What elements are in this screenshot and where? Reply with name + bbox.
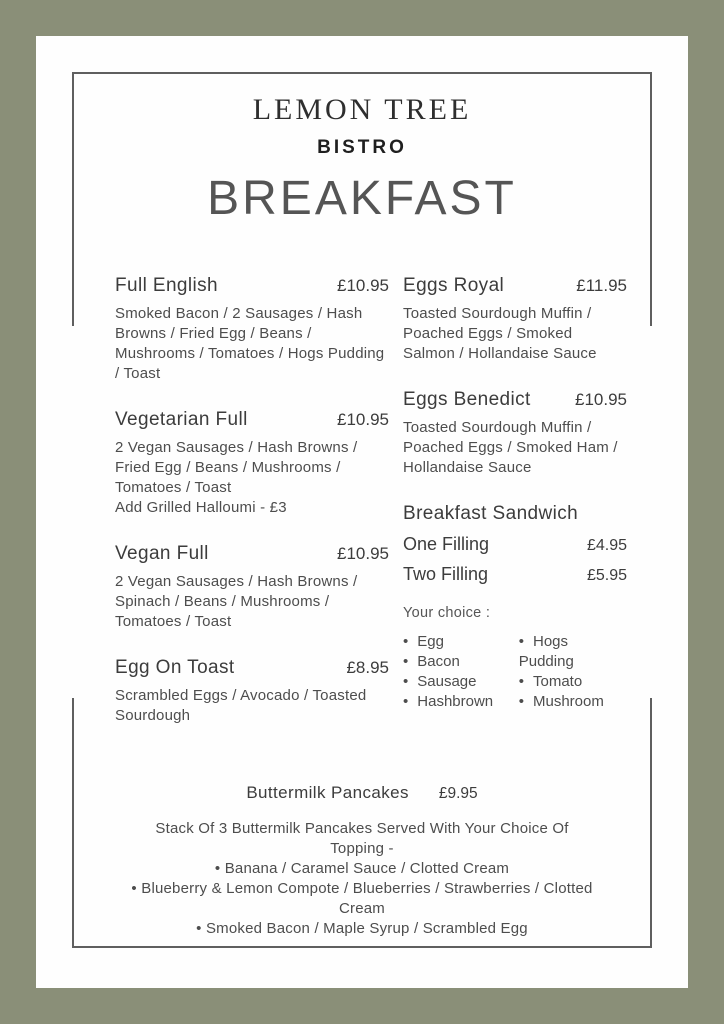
filling-choices-col2 (519, 632, 627, 712)
choice-label: Your choice : (403, 605, 491, 621)
item-head (246, 783, 477, 803)
item-price: £5.95 (586, 567, 627, 584)
filling-choice: • Hogs Pudding (519, 632, 627, 672)
one-filling-row (403, 534, 627, 555)
item-head (115, 409, 389, 431)
menu-item-full-english (115, 275, 389, 384)
item-price: £11.95 (576, 276, 627, 295)
menu-item-egg-on-toast (115, 657, 389, 726)
item-name: Eggs Royal (403, 275, 505, 296)
item-description: Smoked Bacon / 2 Sausages / Hash Browns / Fried Egg / Beans / Mushrooms / Tomatoes / Hogs Pudding / Toast (115, 305, 385, 382)
item-description: Toasted Sourdough Muffin / Poached Eggs / Smoked Salmon / Hollandaise Sauce (403, 305, 597, 362)
item-price: £9.95 (438, 785, 478, 802)
brand-subtitle: BISTRO (317, 137, 407, 158)
item-price: £4.95 (586, 537, 627, 554)
fill-label: One Filling (403, 534, 490, 554)
item-description: Stack Of 3 Buttermilk Pancakes Served With Your Choice Of Topping - (155, 820, 569, 857)
brand-name: LEMON TREE (252, 93, 472, 126)
item-price: £10.95 (337, 544, 389, 563)
topping-option: • Banana / Caramel Sauce / Clotted Cream (127, 859, 597, 879)
item-name: Vegetarian Full (115, 409, 248, 430)
item-name: Breakfast Sandwich (403, 503, 579, 524)
item-name: Eggs Benedict (403, 389, 531, 410)
item-head (403, 389, 627, 411)
item-name: Vegan Full (115, 543, 209, 564)
filling-choice: • Hashbrown (403, 692, 519, 712)
item-description: Toasted Sourdough Muffin / Poached Eggs / Smoked Ham / Hollandaise Sauce (403, 419, 618, 476)
topping-option: • Smoked Bacon / Maple Syrup / Scrambled Egg (127, 919, 597, 939)
menu-columns (115, 275, 627, 751)
filling-choice: • Mushroom (519, 692, 627, 712)
pancakes-section (36, 783, 688, 939)
menu-paper (36, 36, 688, 988)
filling-choice: • Tomato (519, 672, 627, 692)
menu-content (36, 36, 688, 988)
item-head (403, 275, 627, 297)
menu-item-vegetarian-full (115, 409, 389, 518)
item-description: Scrambled Eggs / Avocado / Toasted Sourdough (115, 687, 367, 724)
pancake-topping-options (127, 859, 597, 939)
filling-choices-col1 (403, 632, 519, 712)
menu-item-eggs-benedict (403, 389, 627, 478)
topping-option: • Blueberry & Lemon Compote / Blueberries / Strawberries / Clotted Cream (127, 879, 597, 919)
item-price: £10.95 (575, 390, 627, 409)
menu-item-vegan-full (115, 543, 389, 632)
filling-choice: • Egg (403, 632, 519, 652)
item-head (115, 543, 389, 565)
item-description: 2 Vegan Sausages / Hash Browns / Spinach / Beans / Mushrooms / Tomatoes / Toast (115, 573, 358, 630)
menu-item-eggs-royal (403, 275, 627, 364)
fill-label: Two Filling (403, 564, 489, 584)
item-name: Full English (115, 275, 219, 296)
item-price: £10.95 (337, 276, 389, 295)
item-head (115, 657, 389, 679)
right-column (403, 275, 627, 751)
filling-choice: • Bacon (403, 652, 519, 672)
menu-header (36, 36, 688, 227)
item-extra-note: Add Grilled Halloumi - £3 (115, 499, 287, 516)
page-title: BREAKFAST (207, 172, 517, 225)
breakfast-sandwich-section (403, 503, 627, 712)
left-column (115, 275, 389, 751)
item-name: Buttermilk Pancakes (246, 783, 409, 802)
item-price: £10.95 (337, 410, 389, 429)
filling-choice: • Sausage (403, 672, 519, 692)
filling-choices (403, 632, 627, 712)
item-description: 2 Vegan Sausages / Hash Browns / Fried Egg / Beans / Mushrooms / Tomatoes / Toast (115, 439, 358, 496)
item-name: Egg On Toast (115, 657, 235, 678)
item-price: £8.95 (346, 658, 389, 677)
item-head (115, 275, 389, 297)
two-filling-row (403, 564, 627, 585)
